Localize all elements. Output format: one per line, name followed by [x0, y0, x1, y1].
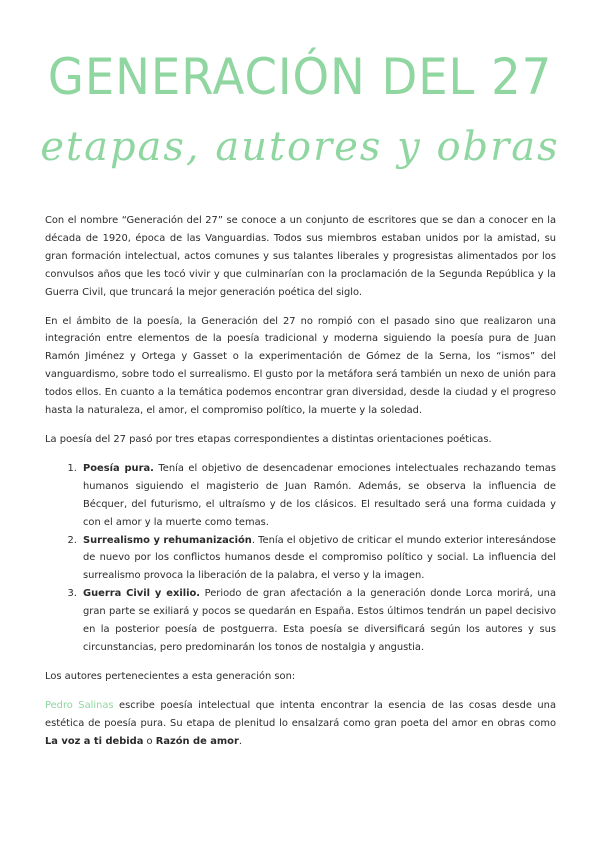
author-paragraph-salinas [45, 697, 556, 751]
author-description: escribe poesía intelectual que intenta encontrar la esencia de las cosas desde una estética de poesía pura. Su etapa de plenitud lo ensalzará como gran poeta del amor en obras como [45, 699, 556, 729]
page-title: GENERACIÓN DEL 27 [47, 48, 553, 106]
work-title: La voz a ti debida [45, 735, 144, 747]
conjunction: o [143, 735, 156, 747]
document-body [45, 212, 556, 761]
work-title: Razón de amor [155, 735, 239, 747]
stage-item [80, 532, 556, 586]
stages-list [45, 460, 556, 657]
sentence-end: . [238, 735, 242, 747]
stage-name: Guerra Civil y exilio. [83, 588, 201, 600]
poetry-paragraph: En el ámbito de la poesía, la Generación del 27 no rompió con el pasado sino que realizaron una integración entre elementos de la poesía tradicional y moderna siguiendo la poesía pura de Juan Ramón Jiménez y Ortega y Gasset o la experimentación de Gómez de la Serna, los “ismos” del vanguardismo, sobre todo el surrealismo. El gusto por la metáfora será también un nexo de unión para todos ellos. En cuanto a la temática podemos encontrar gran diversidad, desde la ciudad y el progreso hasta la naturaleza, el amor, el compromiso político, la muerte y la soledad. [45, 315, 556, 417]
page-subtitle: etapas, autores y obras [40, 124, 560, 170]
stages-intro-paragraph: La poesía del 27 pasó por tres etapas correspondientes a distintas orientaciones poéticas. [45, 433, 492, 445]
intro-paragraph: Con el nombre “Generación del 27” se conoce a un conjunto de escritores que se dan a conocer en la década de 1920, época de las Vanguardias. Todos sus miembros estaban unidos por la amistad, su gran formación intelectual, actos comunes y sus talantes liberales y progresistas alimentados por los convulsos años que les tocó vivir y que culminarían con la proclamación de la Segunda República y la Guerra Civil, que truncará la mejor generación poética del siglo. [45, 215, 556, 298]
stage-text: Periodo de gran afectación a la generación donde Lorca morirá, una gran parte se exiliará y pocos se quedarán en España. Estos últimos tendrán un papel decisivo en la posterior poesía de postguerra. Esta poesía se diversificará según los autores y sus circunstancias, pero predominarán los tonos de nostalgia y angustia. [83, 588, 556, 653]
author-name: Pedro Salinas [45, 699, 114, 711]
stage-text: . Tenía el objetivo de criticar el mundo exterior interesándose de nuevo por los conflictos humanos desde el compromiso político y social. La influencia del surrealismo provoca la liberación de la palabra, el verso y la imagen. [83, 534, 556, 582]
stage-text: Tenía el objetivo de desencadenar emociones intelectuales rechazando temas humanos siguiendo el magisterio de Juan Ramón. Además, se observa la influencia de Bécquer, del futurismo, el ultraísmo y de los clásicos. El resultado será una forma cuidada y con el amor y la muerte como temas. [83, 462, 556, 528]
stage-name: Poesía pura. [83, 462, 154, 474]
stage-name: Surrealismo y rehumanización [83, 534, 252, 546]
stage-item [80, 460, 556, 532]
stage-item [80, 585, 556, 657]
authors-intro: Los autores pertenecientes a esta generación son: [45, 670, 296, 682]
